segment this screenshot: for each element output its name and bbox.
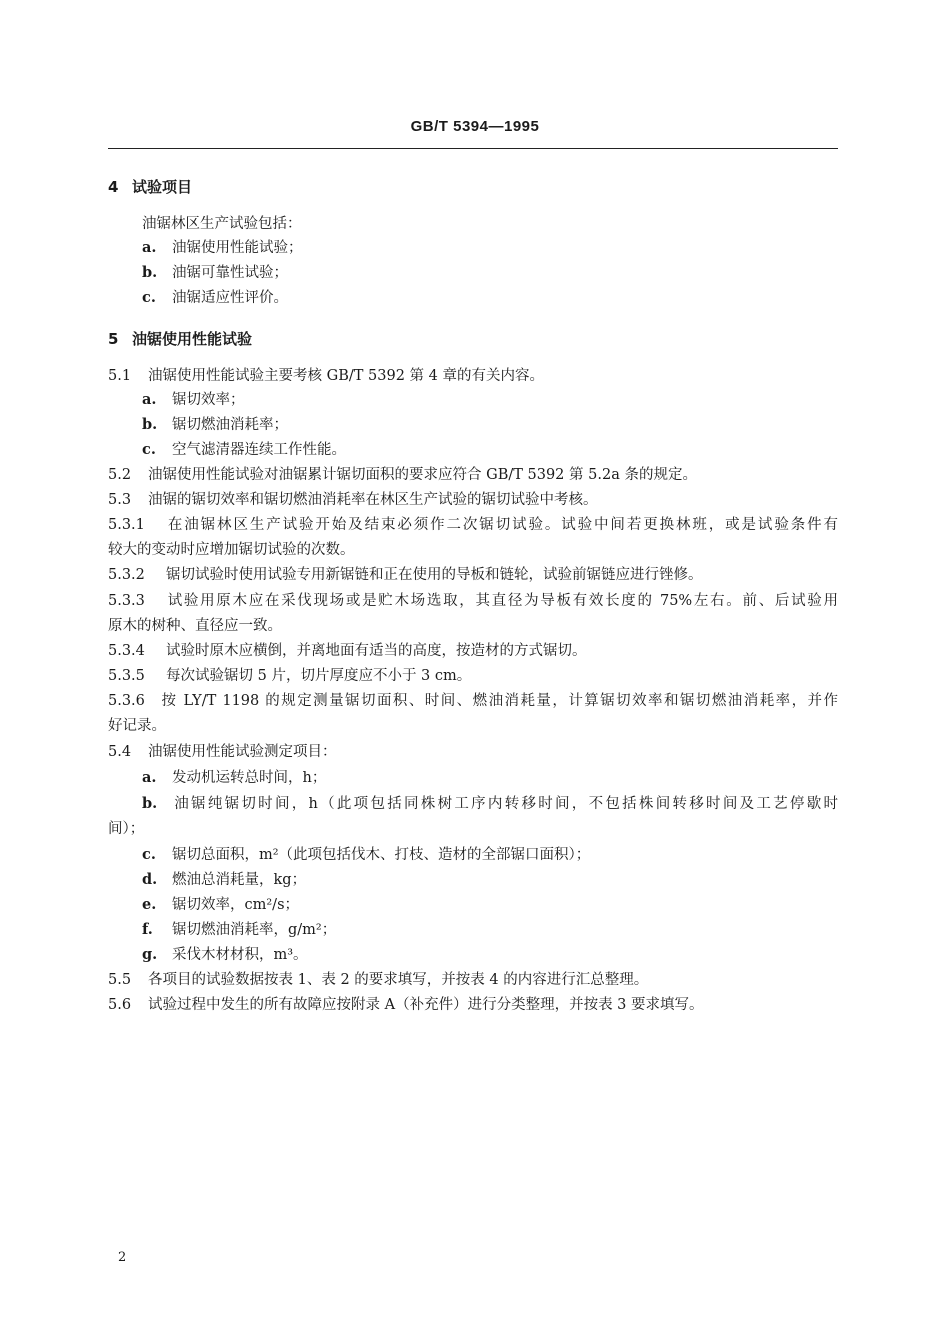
clause-5-3-1-line1: [108, 515, 838, 535]
clause-number: 5.1: [108, 368, 132, 384]
list-item-letter: d.: [142, 871, 158, 888]
list-item: [142, 768, 326, 788]
list-item: [142, 440, 346, 460]
clause-text: 油锯使用性能试验测定项目：: [148, 744, 337, 760]
list-item-letter: b.: [142, 264, 158, 281]
clause-text: 在油锯林区生产试验开始及结束必须作二次锯切试验。试验中间若更换林班，或是试验条件有: [166, 517, 838, 533]
clause-5-3-1-line2: 较大的变动时应增加锯切试验的次数。: [108, 542, 355, 558]
clause-5-3-5: [108, 666, 471, 686]
header-rule: [108, 148, 838, 149]
list-item-text: 油锯可靠性试验；: [172, 265, 288, 281]
section-5-heading: [108, 328, 252, 349]
list-item-letter: a.: [142, 391, 157, 408]
clause-text: 油锯使用性能试验对油锯累计锯切面积的要求应符合 GB/T 5392 第 5.2a 条的规定。: [148, 467, 697, 483]
list-item-letter: c.: [142, 289, 156, 306]
clause-5-2: [108, 465, 697, 485]
section-4-heading: [108, 176, 192, 197]
list-item: [142, 870, 306, 890]
clause-5-3-4: [108, 641, 587, 661]
list-item-letter: e.: [142, 896, 157, 913]
list-item-letter: g.: [142, 946, 158, 963]
clause-5-3-3-line2: 原木的树种、直径应一致。: [108, 618, 282, 634]
list-item: [142, 415, 288, 435]
clause-number: 5.3.1: [108, 517, 145, 533]
list-item-text: 采伐木材材积，m³。: [172, 947, 308, 963]
clause-number: 5.3.6: [108, 693, 145, 709]
list-item-text: 锯切燃油消耗率；: [172, 417, 288, 433]
clause-number: 5.3.4: [108, 643, 145, 659]
section-5-title: 油锯使用性能试验: [132, 330, 253, 348]
list-item-text: 油锯适应性评价。: [172, 290, 288, 306]
list-item-letter: b.: [142, 795, 158, 812]
section-4-intro: 油锯林区生产试验包括：: [142, 216, 302, 232]
clause-text: 各项目的试验数据按表 1、表 2 的要求填写，并按表 4 的内容进行汇总整理。: [148, 972, 649, 988]
list-item-text: 燃油总消耗量，kg；: [172, 872, 307, 888]
list-item-text: 油锯使用性能试验；: [172, 240, 303, 256]
list-item-letter: c.: [142, 846, 156, 863]
clause-number: 5.3: [108, 492, 132, 508]
clause-text: 试验用原木应在采伐现场或是贮木场选取，其直径为导板有效长度的 75%左右。前、后试验用: [166, 593, 838, 609]
list-item-text: 锯切燃油消耗率，g/m²；: [172, 922, 337, 938]
list-item-letter: a.: [142, 239, 157, 256]
clause-5-3: [108, 490, 598, 510]
list-item-text: 油锯纯锯切时间，h（此项包括同株树工序内转移时间，不包括株间转移时间及工艺停歇时: [172, 796, 838, 812]
list-item-text: 锯切效率，cm²/s；: [172, 897, 300, 913]
clause-text: 锯切试验时使用试验专用新锯链和正在使用的导板和链轮，试验前锯链应进行锉修。: [166, 567, 703, 583]
list-item-letter: a.: [142, 769, 157, 786]
list-item-letter: b.: [142, 416, 158, 433]
list-item: [142, 794, 838, 814]
clause-number: 5.3.3: [108, 593, 145, 609]
clause-5-1: [108, 366, 544, 386]
clause-number: 5.6: [108, 997, 132, 1013]
list-item: [142, 945, 308, 965]
clause-5-3-2: [108, 565, 703, 585]
page-number: 2: [118, 1250, 127, 1265]
list-item-letter: f.: [142, 921, 153, 938]
clause-5-6: [108, 995, 704, 1015]
section-4-number: 4: [108, 178, 119, 196]
list-item-text: 锯切总面积，m²（此项包括伐木、打枝、造材的全部锯口面积）；: [172, 847, 591, 863]
section-5-number: 5: [108, 330, 119, 348]
clause-number: 5.5: [108, 972, 132, 988]
clause-5-3-6-line2: 好记录。: [108, 718, 166, 734]
clause-text: 油锯使用性能试验主要考核 GB/T 5392 第 4 章的有关内容。: [148, 368, 544, 384]
list-item: [142, 895, 299, 915]
clause-text: 试验时原木应横倒，并离地面有适当的高度，按造材的方式锯切。: [166, 643, 587, 659]
clause-number: 5.4: [108, 744, 132, 760]
clause-text: 试验过程中发生的所有故障应按附录 A（补充件）进行分类整理，并按表 3 要求填写。: [148, 997, 704, 1013]
list-item: [142, 390, 245, 410]
list-item: [142, 845, 590, 865]
list-item-text: 锯切效率；: [172, 392, 245, 408]
clause-text: 油锯的锯切效率和锯切燃油消耗率在林区生产试验的锯切试验中考核。: [148, 492, 598, 508]
clause-number: 5.3.5: [108, 668, 145, 684]
clause-text: 按 LY/T 1198 的规定测量锯切面积、时间、燃油消耗量，计算锯切效率和锯切燃油消耗率，并作: [160, 693, 838, 709]
list-item: [142, 238, 303, 258]
clause-5-3-3-line1: [108, 591, 838, 611]
list-item-continuation: 间）；: [108, 821, 145, 837]
document-header: GB/T 5394—1995: [410, 118, 540, 135]
clause-5-5: [108, 970, 648, 990]
clause-number: 5.3.2: [108, 567, 145, 583]
section-4-title: 试验项目: [132, 178, 193, 196]
clause-5-3-6-line1: [108, 691, 838, 711]
list-item-text: 空气滤清器连续工作性能。: [172, 442, 346, 458]
clause-5-4: [108, 742, 337, 762]
list-item: [142, 263, 288, 283]
list-item-letter: c.: [142, 441, 156, 458]
clause-number: 5.2: [108, 467, 132, 483]
list-item-text: 发动机运转总时间，h；: [172, 770, 327, 786]
list-item: [142, 288, 288, 308]
list-item: [142, 920, 336, 940]
clause-text: 每次试验锯切 5 片，切片厚度应不小于 3 cm。: [166, 668, 472, 684]
